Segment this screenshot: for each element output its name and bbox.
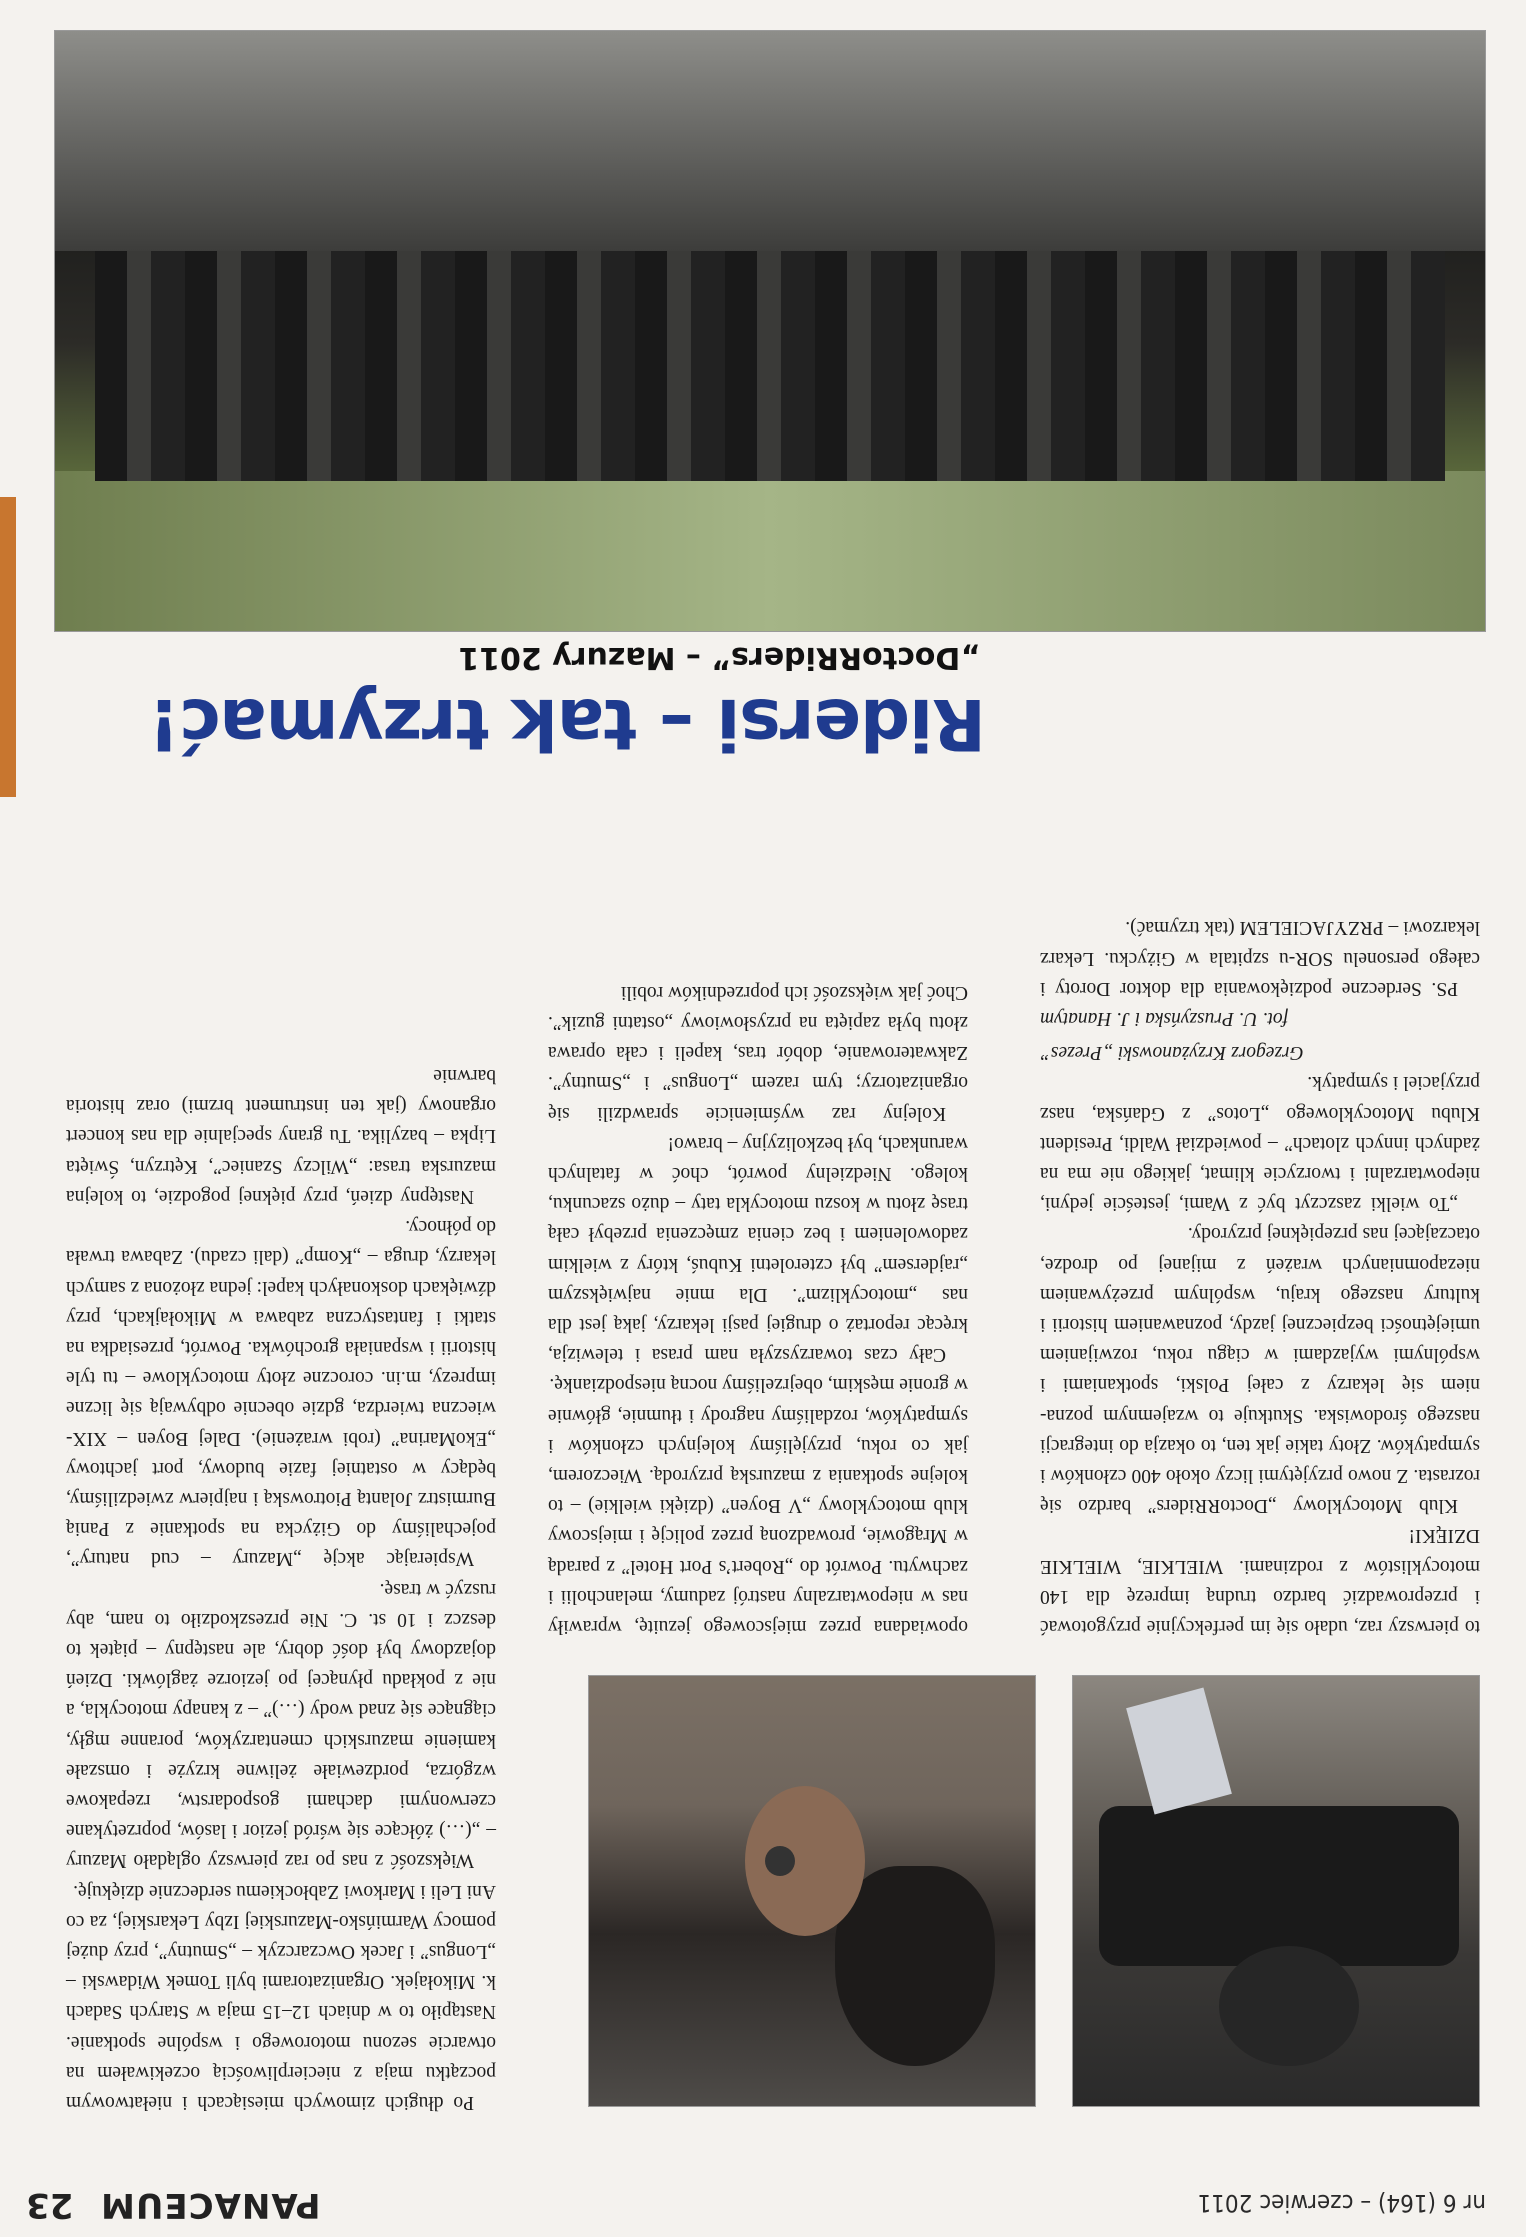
paragraph: Wspierając akcję „Mazury – cud natury”, pojechaliśmy do Giżycka na spotkanie z Panią Burmistrz Jolantą Piotrowską i najpierw zwiedziliśmy, będący w ostatniej fazie budowy, port jachtowy „EkoMarina” (robi wrażenie). Dalej Boyen – XIX-wieczna twierdza, gdzie obecnie odbywają się liczne imprezy, m.in. coroczne złoty motocyklowe – tu tyle historii i wspaniała grochówka. Powrót, przesiadka na statki i fantastyczna zabawa w Mikołajkach, przy dźwiękach doskonałych kapel: jedna złożona z samych lekarzy, druga – „Komp” (dali czadu). Zabawa trwała do północy. bbox=[66, 1216, 496, 1570]
paragraph: opowiadana przez miejscowego jezuitę, wprawiły nas w niepowtarzalny nastrój zadumy, melancholii i zachwytu. Powrót do „Robert’s Port Hotel” z paradą w Mrągowie, prowadzoną przez policję i miejscowy klub motocyklowy „V Boyen” (dzięki wielkie) – to kolejne spotkania z mazurską przyrodą. Wieczorem, jak co roku, przyjęliśmy kolejnych członków i sympatyków, rozdaliśmy nagrody i tłumnie, głównie w gronie męskim, obejrzeliśmy nocną niespodziankę. bbox=[548, 1374, 968, 1637]
paragraph: Kolejny raz wyśmienicie sprawdzili się organizatorzy; tym razem „Longus” i „Smutny”. Zakwaterowanie, dobór tras, kapeli i cała oprawa złotu była zapięta na przysłowiowy „ostatni guzik”. Choć jak większość ich poprzedników robili bbox=[548, 981, 968, 1124]
motorcycles-photo bbox=[1072, 1675, 1480, 2107]
page-edge-tab bbox=[0, 497, 16, 797]
ground-shape bbox=[55, 31, 1485, 251]
paragraph: „To wielki zaszczyt być z Wami, jesteście jedyni, niepowtarzalni i tworzycie klimat, jakiego nie ma na żadnych innych zlotach” – powiedział Waldi, President Klubu Motocyklowego „Lotos” z Gdańska, nasz przyjaciel i sympatyk. bbox=[1040, 1072, 1480, 1215]
page-number: 23 bbox=[26, 2185, 74, 2225]
postscript: PS. Serdeczne podziękowania dla doktor Doroty i całego personelu SOR-u szpitala w Giżycku. Lekarz lekarzowi – PRZYJACIELEM (tak trzymać). bbox=[1040, 917, 1480, 999]
motorcycles-shape bbox=[1099, 1806, 1459, 1966]
article-column-1 bbox=[66, 1060, 496, 2117]
magazine-name: PANACEUM bbox=[100, 2185, 321, 2225]
paragraph: Większość z nas po raz pierwszy oglądało Mazury – „(…) żółcące się wśród jezior i lasów, poprzetykane czerwonymi dachami gospodarstw, rzepakowe wzgórza, pordzewiałe żeliwne krzyże i omszałe kamienie mazurskich cmentarzyków, poranne mgły, ciągnące się znad wody (…)” – z kanapy motocykla, a nie z pokładu płynącej po jeziorze żaglówki. Dzień dojazdowy był dość dobry, ale następny – piątek to deszcz i 10 st. C. Nie przeszkodziło to nam, aby ruszyć w trasę. bbox=[66, 1578, 496, 1872]
singer-photo bbox=[588, 1675, 1036, 2107]
paragraph: Cały czas towarzyszyła nam prasa i telewizja, kręcąc reportaż o drugiej pasji lekarzy, jaką jest dla nas „motocyklizm”. Dla mnie największym „rajdersem” był czteroletni Kubuś, który z wielkim zadowoleniem i bez cienia zmęczenia przebył całą trasę złotu w koszu motocykla taty – dużo szacunku, kolego. Niedzielny powrót, choć w fatalnych warunkach, był bezkolizyjny – brawo! bbox=[548, 1132, 968, 1366]
paragraph: Następny dzień, przy pięknej pogodzie, to kolejna mazurska trasa: „Wilczy Szaniec”, Kętrzyn, Święta Lipka – bazylika. Tu grany specjalnie dla nas koncert organowy (jak ten instrument brzmi) oraz historia barwnie bbox=[66, 1065, 496, 1207]
page-header bbox=[0, 2153, 1526, 2237]
photo-credit: fot. U. Pruszyńska i J. Hanatym bbox=[1040, 1007, 1289, 1029]
article-title: Ridersi – tak trzymać! bbox=[149, 683, 986, 765]
paragraph: Po długich zimowych miesiącach i niełatwowym początku maja z niecierpliwością oczekiwałem na otwarcie sezonu motorowego i wspólne spotkanie. Nastąpiło to w dniach 12–15 maja w Starych Sadach k. Mikołajek. Organizatorami byli Tomek Widawski – „Longus” i Jacek Owczarczyk – „Smutny”, przy dużej pomocy Warmińsko-Mazurskiej Izby Lekarskiej, za co Ani Leli i Markowi Zabłockiemu serdecznie dziękuję. bbox=[66, 1880, 496, 2113]
author-signature: Grzegorz Krzyżanowski „Prezes” bbox=[1040, 1042, 1304, 1064]
paragraph: Klub Motocyklowy „DoctoRRiders” bardzo się rozrasta. Z nowo przyjętymi liczy około 400 członków i sympatyków. Złoty takie jak ten, to okazja do integracji naszego środowiska. Skutkuje to wzajemnym poznaniem się lekarzy z całej Polski, spotkaniami i wspólnymi wyjazdami w ciągu roku, rozwijaniem umiejętności bezpiecznej jazdy, poznawaniem historii i kultury naszego kraju, wspólnym przeżywaniem niezapomnianych wrażeń z mijanej po drodze, otaczającej nas przepięknej przyrody. bbox=[1040, 1223, 1480, 1517]
crowd-shape bbox=[95, 251, 1445, 481]
microphone-shape bbox=[765, 1846, 795, 1876]
issue-info: nr 6 (164) – czerwiec 2011 bbox=[1197, 2189, 1486, 2217]
paragraph: to pierwszy raz, udało się im perfekcyjnie przygotować i przeprowadzić bardzo trudną imprezę dla 140 motocyklistów z rodzinami. WIELKIE, WIELKIE DZIĘKI! bbox=[1040, 1525, 1480, 1637]
article-column-2 bbox=[548, 977, 968, 1641]
article-column-3 bbox=[1040, 912, 1480, 1641]
person-silhouette bbox=[835, 1866, 995, 2066]
trees-background bbox=[55, 471, 1485, 631]
face-shape bbox=[745, 1786, 865, 1936]
engine-shape bbox=[1219, 1946, 1359, 2066]
article-kicker: „DoctoRRiders” – Mazury 2011 bbox=[458, 640, 980, 675]
flag-shape bbox=[1126, 1688, 1232, 1815]
group-photo bbox=[54, 30, 1486, 632]
